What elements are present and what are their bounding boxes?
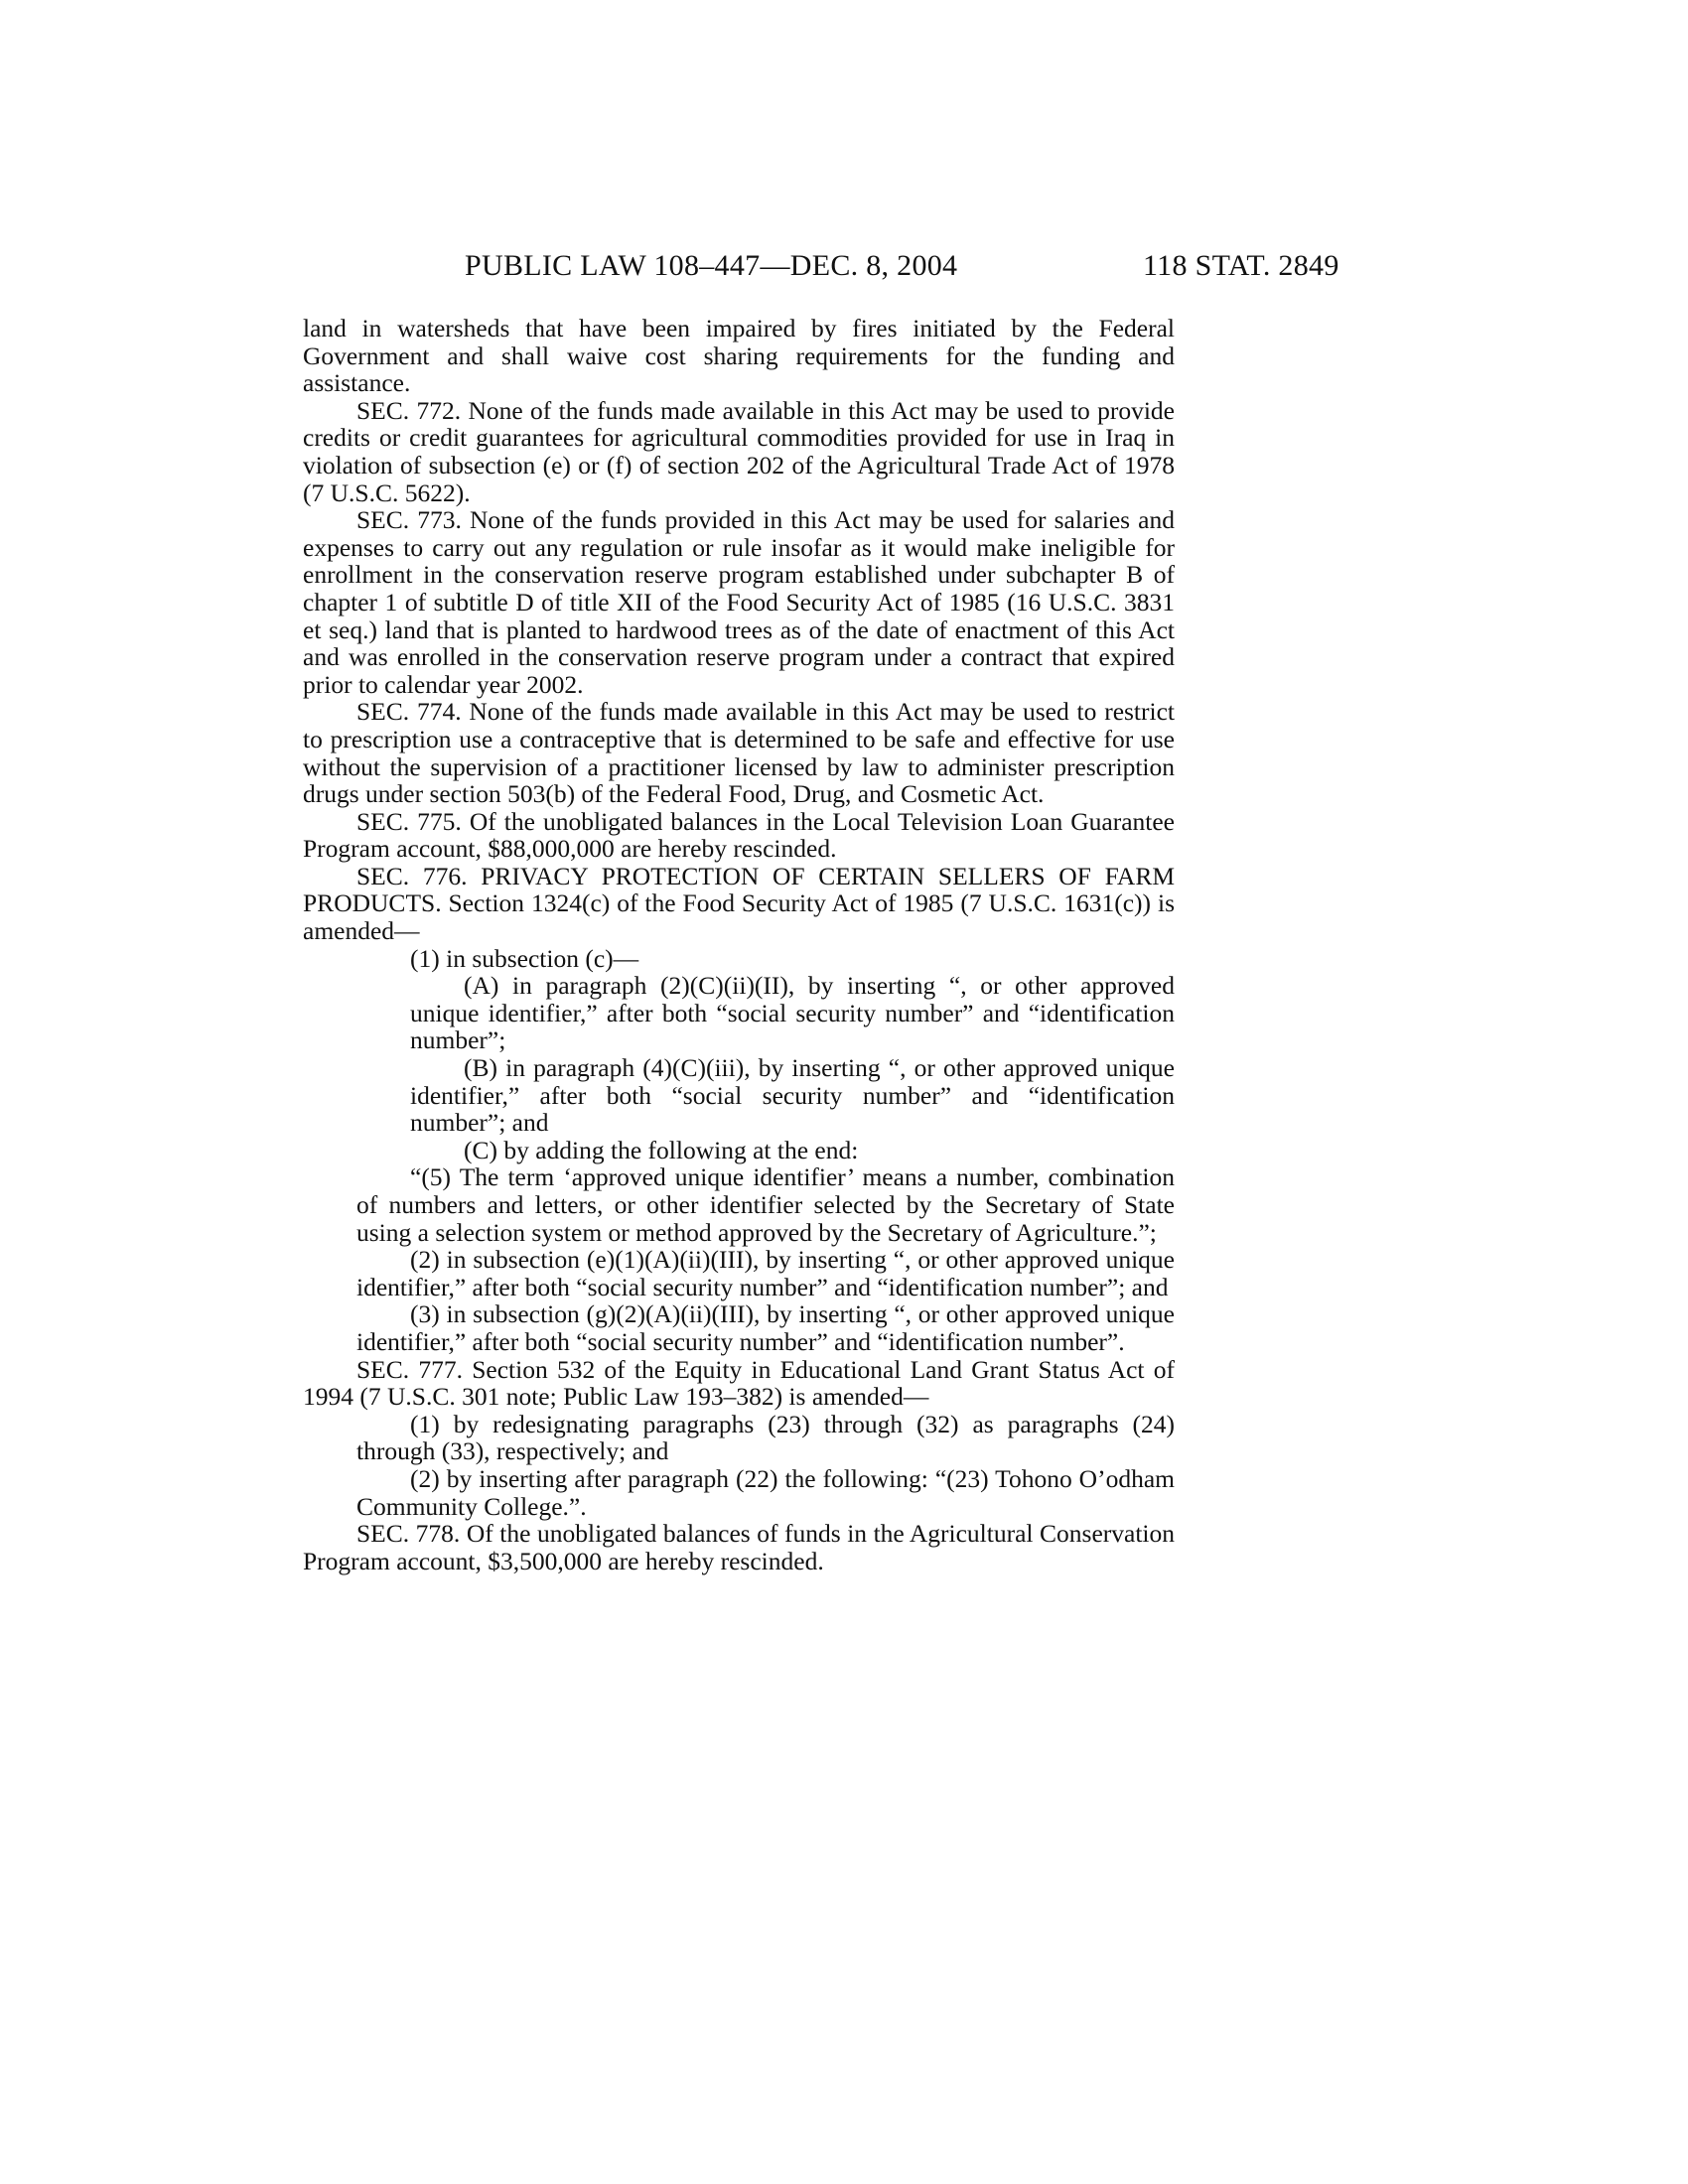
item-text: (A) in paragraph (2)(C)(ii)(II), by inserting “, or other approved unique identifier,” after both “social security number” and “identification number”;	[410, 971, 1175, 1055]
subparagraph-item-a	[303, 972, 1175, 1054]
paragraph-item-2	[303, 1246, 1175, 1300]
section-label: SEC. 778.	[356, 1519, 461, 1549]
item-text: (C) by adding the following at the end:	[464, 1135, 859, 1164]
paragraph-item-1	[303, 945, 1175, 973]
section-text: None of the funds made available in this Act may be used to provide credits or credit guarantees for agricultural commodities provided for use in Iraq in violation of subsection (e) or (f) of section 202 of the Agricultural Trade Act of 1978 (7 U.S.C. 5622).	[303, 395, 1175, 507]
section-label: SEC. 772.	[356, 395, 462, 425]
quoted-definition	[303, 1163, 1175, 1246]
section-777	[303, 1356, 1175, 1411]
section-text: Section 1324(c) of the Food Security Act of 1985 (7 U.S.C. 1631(c)) is amended—	[303, 888, 1175, 946]
subparagraph-item-c	[303, 1137, 1175, 1164]
section-text: Of the unobligated balances of funds in the Agricultural Conservation Program account, $3,500,000 are hereby rescinded.	[303, 1519, 1176, 1575]
section-776	[303, 863, 1175, 945]
item-text: (2) by inserting after paragraph (22) the following: “(23) Tohono O’odham Community College.”.	[356, 1463, 1175, 1521]
item-text: (2) in subsection (e)(1)(A)(ii)(III), by inserting “, or other approved unique identifier,” after both “social security number” and “identification number”; and	[356, 1245, 1175, 1301]
section-773	[303, 506, 1175, 698]
section-text: Section 532 of the Equity in Educational Land Grant Status Act of 1994 (7 U.S.C. 301 note; Public Law 193–382) is amended—	[303, 1354, 1175, 1412]
item-text: (1) in subsection (c)—	[410, 943, 639, 973]
paragraph-item-2	[303, 1465, 1175, 1520]
section-775	[303, 808, 1175, 863]
paragraph-item-1	[303, 1411, 1175, 1465]
section-774	[303, 698, 1175, 807]
section-772	[303, 397, 1175, 506]
section-label: SEC. 776.	[356, 861, 468, 890]
item-text: “(5) The term ‘approved unique identifier’ means a number, combination of numbers and letters, or other identifier selected by the Secretary of State using a selection system or method approved by the Secretary of Agriculture.”;	[356, 1162, 1175, 1247]
section-label: SEC. 777.	[356, 1354, 463, 1384]
section-label: SEC. 773.	[356, 505, 462, 535]
running-head: PUBLIC LAW 108–447—DEC. 8, 2004	[465, 249, 958, 282]
section-text: None of the funds provided in this Act may be used for salaries and expenses to carry out any regulation or rule insofar as it would make ineligible for enrollment in the conservation reserve program established under subchapter B of chapter 1 of subtitle D of title XII of the Food Security Act of 1985 (16 U.S.C. 3831 et seq.) land that is planted to hardwood trees as of the date of enactment of this Act and was enrolled in the conservation reserve program under a contract that expired prior to calendar year 2002.	[303, 505, 1175, 699]
section-778	[303, 1520, 1175, 1574]
section-text: Of the unobligated balances in the Local Television Loan Guarantee Program account, $88,000,000 are hereby rescinded.	[303, 806, 1176, 864]
subparagraph-item-b	[303, 1054, 1175, 1137]
item-text: (1) by redesignating paragraphs (23) through (32) as paragraphs (24) through (33), respectively; and	[356, 1409, 1175, 1466]
section-label: SEC. 774.	[356, 697, 462, 727]
paragraph-text: land in watersheds that have been impaired by fires initiated by the Federal Government and shall waive cost sharing requirements for the funding and assistance.	[303, 314, 1175, 398]
page-header	[0, 244, 1688, 288]
paragraph-item-3	[303, 1300, 1175, 1355]
statute-page-reference: 118 STAT. 2849	[1143, 249, 1339, 282]
section-heading: PRIVACY PROTECTION OF CERTAIN SELLERS OF FARM PRODUCTS.	[303, 861, 1176, 918]
section-text: None of the funds made available in this Act may be used to restrict to prescription use a contraceptive that is determined to be safe and effective for use without the supervision of a practitioner licensed by law to administer prescription drugs under section 503(b) of the Federal Food, Drug, and Cosmetic Act.	[303, 697, 1175, 809]
item-text: (3) in subsection (g)(2)(A)(ii)(III), by inserting “, or other approved unique identifier,” after both “social security number” and “identification number”.	[356, 1299, 1175, 1356]
item-text: (B) in paragraph (4)(C)(iii), by inserting “, or other approved unique identifier,” after both “social security number” and “identification number”; and	[410, 1053, 1175, 1138]
statute-body	[303, 315, 1175, 1574]
section-label: SEC. 775.	[356, 806, 462, 836]
continued-paragraph	[303, 315, 1175, 397]
